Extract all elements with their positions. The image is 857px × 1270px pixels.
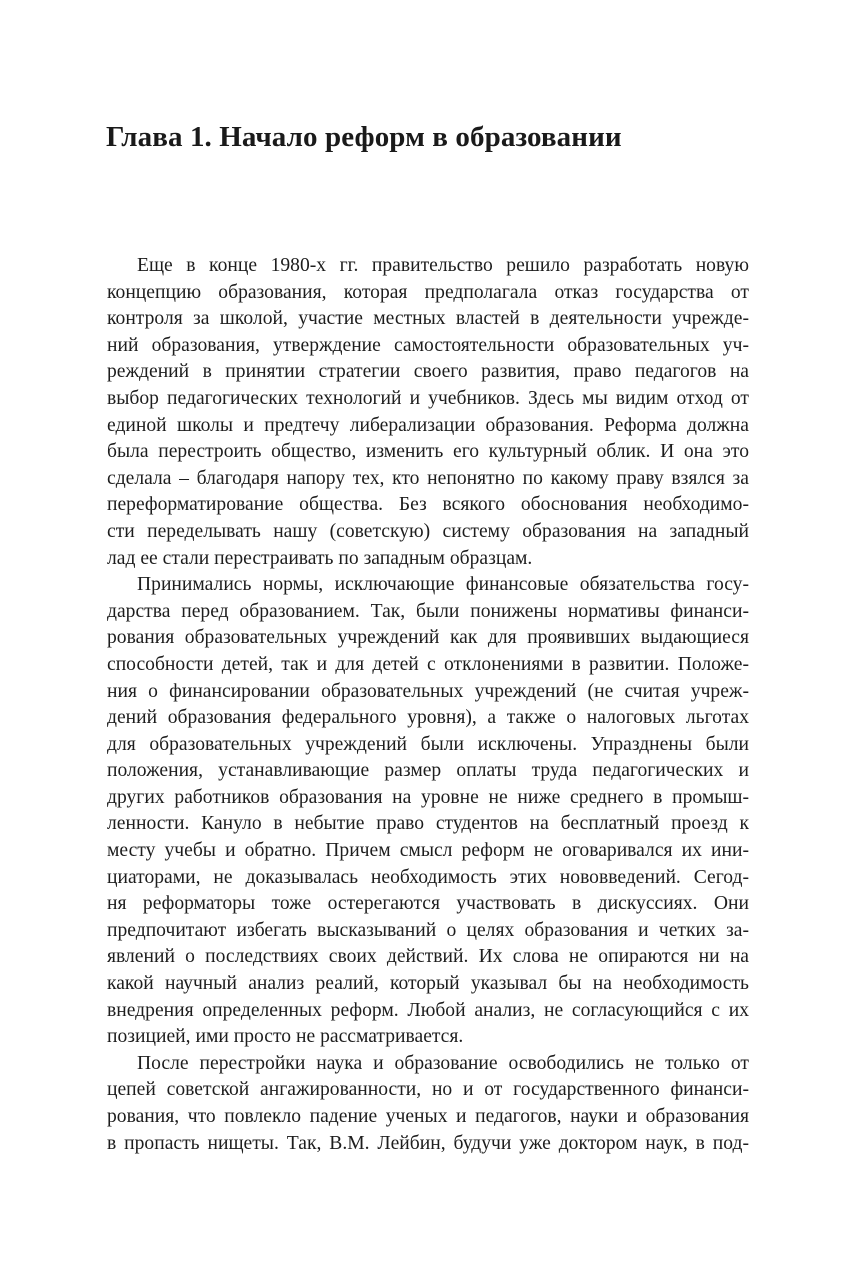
text-line: выбор педагогических технологий и учебников. Здесь мы видим отход от xyxy=(107,387,749,409)
text-line: лад ее стали перестраивать по западным образцам. xyxy=(107,547,533,569)
text-line: в пропасть нищеты. Так, В.М. Лейбин, будучи уже доктором наук, в под- xyxy=(107,1132,749,1154)
text-line: Еще в конце 1980-х гг. правительство решило разработать новую xyxy=(137,255,749,276)
text-line: ния о финансировании образовательных учреждений (не считая учреж- xyxy=(107,680,749,702)
text-line: дарства перед образованием. Так, были понижены нормативы финанси- xyxy=(107,600,749,622)
text-line: положения, устанавливающие размер оплаты труда педагогических и xyxy=(107,760,749,782)
chapter-title: Глава 1. Начало реформ в образовании xyxy=(106,121,622,153)
text-line: способности детей, так и для детей с отклонениями в развитии. Положе- xyxy=(107,653,749,675)
text-line: переформатирование общества. Без всякого обоснования необходимо- xyxy=(107,494,749,516)
text-line: контроля за школой, участие местных властей в деятельности учрежде- xyxy=(107,308,749,330)
text-line: рования, что повлекло падение ученых и педагогов, науки и образования xyxy=(107,1106,749,1127)
text-line: внедрения определенных реформ. Любой анализ, не согласующийся с их xyxy=(107,999,749,1021)
paragraph-3 xyxy=(107,1051,749,1157)
text-line: сти переделывать нашу (советскую) систему образования на западный xyxy=(107,520,749,542)
text-line: цепей советской ангажированности, но и от государственного финанси- xyxy=(107,1079,749,1101)
text-line: позицией, ими просто не рассматривается. xyxy=(107,1026,464,1048)
text-line: концепцию образования, которая предполагала отказ государства от xyxy=(107,281,749,303)
text-line: для образовательных учреждений были исключены. Упразднены были xyxy=(107,733,749,755)
text-line: ний образования, утверждение самостоятельности образовательных уч- xyxy=(107,334,749,356)
text-line: месту учебы и обратно. Причем смысл реформ не оговаривался их ини- xyxy=(107,840,749,862)
text-line: Принимались нормы, исключающие финансовые обязательства госу- xyxy=(137,574,749,596)
text-line: реждений в принятии стратегии своего развития, право педагогов на xyxy=(107,361,749,383)
text-line: ня реформаторы тоже остерегаются участвовать в дискуссиях. Они xyxy=(107,893,749,915)
text-line: ленности. Кануло в небытие право студентов на бесплатный проезд к xyxy=(107,813,749,835)
body-text xyxy=(107,253,749,1157)
text-line: циаторами, не доказывалась необходимость этих нововведений. Сегод- xyxy=(107,866,749,888)
text-line: предпочитают избегать высказываний о целях образования и четких за- xyxy=(107,919,749,941)
text-line: единой школы и предтечу либерализации образования. Реформа должна xyxy=(107,414,749,436)
text-line: какой научный анализ реалий, который указывал бы на необходимость xyxy=(107,973,749,995)
text-line: была перестроить общество, изменить его культурный облик. И она это xyxy=(107,441,749,463)
text-line: дений образования федерального уровня), а также о налоговых льготах xyxy=(107,707,749,729)
text-line: После перестройки наука и образование освободились не только от xyxy=(137,1052,749,1074)
text-line: рования образовательных учреждений как для проявивших выдающиеся xyxy=(107,627,749,649)
text-line: других работников образования на уровне не ниже среднего в промыш- xyxy=(107,786,749,808)
paragraph-1 xyxy=(107,253,749,572)
text-line: сделала – благодаря напору тех, кто непонятно по какому праву взялся за xyxy=(107,467,749,489)
text-line: явлений о последствиях своих действий. Их слова не опираются ни на xyxy=(107,946,749,968)
paragraph-2 xyxy=(107,572,749,1051)
